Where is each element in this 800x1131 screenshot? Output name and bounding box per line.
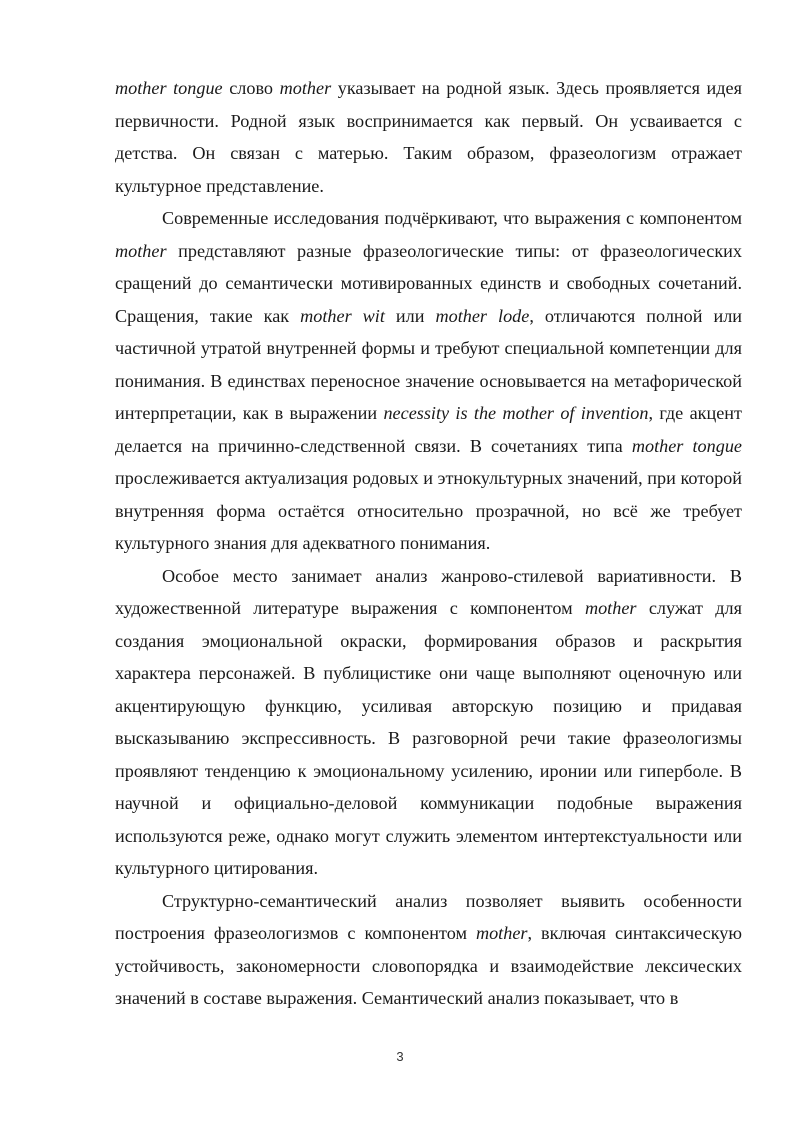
paragraph-2: [115, 202, 742, 560]
page-number: 3: [396, 1049, 404, 1064]
italic-term: mother tongue: [115, 78, 223, 98]
text-run: , отличаются полной или частичной утратой внутренней формы и требуют специальной компетенции для понимания. В единствах переносное значение основывается на метафорической интерпретации, как в выражении: [115, 305, 743, 423]
text-run: , включая синтаксическую устойчивость, закономерности словопорядка и взаимодействие лексических значений в составе выражения. Семантический анализ показывает, что в: [115, 923, 742, 1008]
italic-term: mother: [279, 78, 332, 98]
text-run: прослеживается актуализация родовых и этнокультурных значений, при которой внутренняя форма остаётся относительно прозрачной, но всё же требует культурного знания для адекватного понимания.: [115, 468, 742, 553]
italic-term: mother lode: [435, 305, 530, 326]
paragraph-3: [115, 560, 742, 885]
text-run: слово: [222, 78, 280, 98]
text-run: представляют разные фразеологические типы: от фразеологических сращений до семантически мотивированных единств и свободных сочетаний. Сращения, такие как: [115, 240, 742, 326]
body-text: [115, 72, 742, 1015]
text-run: Современные исследования подчёркивают, что выражения с компонентом: [162, 208, 742, 228]
paragraph-4: [115, 885, 742, 1015]
italic-term: necessity is the mother of invention: [383, 403, 649, 423]
text-run: , где акцент делается на причинно-следственной связи. В сочетаниях типа: [115, 403, 742, 456]
text-run: Структурно-семантический анализ позволяет выявить особенности построения фразеологизмов с компонентом: [115, 890, 742, 943]
paragraph-1: [115, 72, 742, 202]
italic-term: mother tongue: [631, 435, 742, 456]
text-run: Особое место занимает анализ жанрово-стилевой вариативности. В художественной литературе выражения с компонентом: [115, 565, 742, 618]
italic-term: mother wit: [300, 305, 385, 326]
italic-term: mother: [475, 923, 528, 943]
text-run: служат для создания эмоциональной окраски, формирования образов и раскрытия характера персонажей. В публицистике они чаще выполняют оценочную или акцентирующую функцию, усиливая авторскую позицию и придавая высказыванию экспрессивность. В разговорной речи такие фразеологизмы проявляют тенденцию к эмоциональному усилению, иронии или гиперболе. В научной и официально-деловой коммуникации подобные выражения используются реже, однако могут служить элементом интертекстуальности или культурного цитирования.: [115, 598, 742, 878]
italic-term: mother: [584, 598, 637, 618]
italic-term: mother: [115, 240, 167, 261]
text-run: или: [384, 305, 436, 326]
text-run: указывает на родной язык. Здесь проявляется идея первичности. Родной язык воспринимается как первый. Он усваивается с детства. Он связан с матерью. Таким образом, фразеологизм отражает культурное представление.: [115, 78, 742, 196]
